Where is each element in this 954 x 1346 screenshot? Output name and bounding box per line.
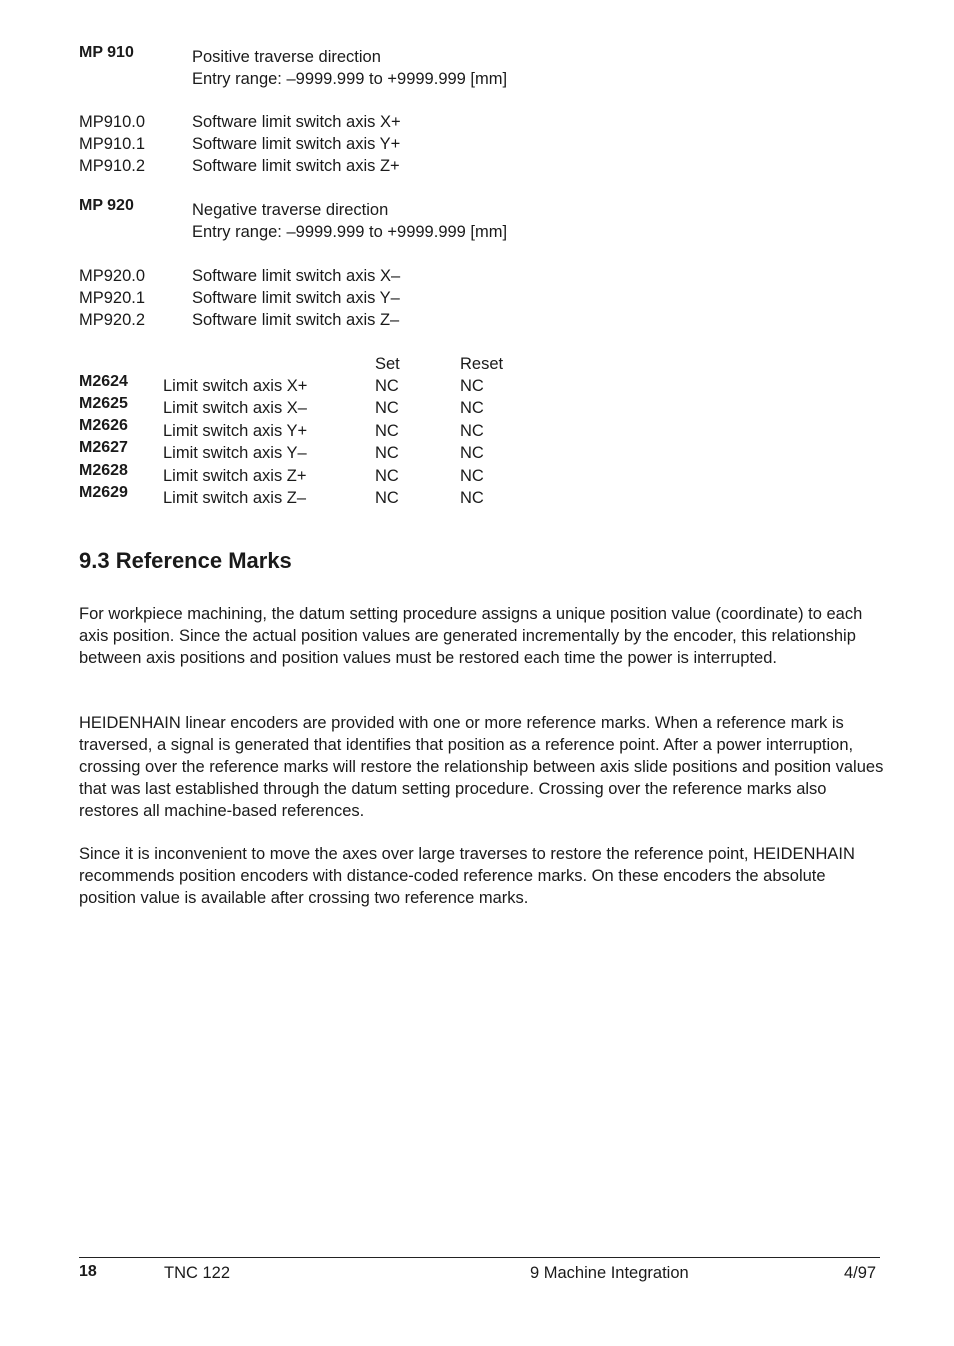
marker-description: Limit switch axis Y– bbox=[163, 444, 307, 462]
marker-reset-value: NC bbox=[460, 489, 484, 507]
marker-code: M2629 bbox=[79, 484, 128, 501]
marker-set-value: NC bbox=[375, 444, 399, 462]
mp910-item-text: Software limit switch axis X+ bbox=[192, 113, 401, 131]
mp910-item-code: MP910.0 bbox=[79, 113, 146, 131]
marker-code: M2628 bbox=[79, 462, 128, 479]
marker-set-value: NC bbox=[375, 467, 399, 485]
mp920-item-code: MP920.1 bbox=[79, 289, 146, 307]
table-header-set: Set bbox=[375, 355, 400, 373]
mp910-item-code: MP910.2 bbox=[79, 157, 146, 175]
mp920-item-text: Software limit switch axis Z– bbox=[192, 311, 400, 329]
marker-reset-value: NC bbox=[460, 444, 484, 462]
marker-set-value: NC bbox=[375, 377, 399, 395]
footer-rule bbox=[79, 1257, 880, 1258]
footer-page-number: 18 bbox=[79, 1263, 97, 1280]
marker-code: M2626 bbox=[79, 417, 128, 434]
mp910-item-text: Software limit switch axis Y+ bbox=[192, 135, 401, 153]
mp910-item-text: Software limit switch axis Z+ bbox=[192, 157, 400, 175]
mp920-item-code: MP920.2 bbox=[79, 311, 146, 329]
footer-date: 4/97 bbox=[844, 1264, 877, 1282]
marker-description: Limit switch axis X+ bbox=[163, 377, 308, 395]
mp920-label: MP 920 bbox=[79, 197, 134, 214]
mp910-item-code: MP910.1 bbox=[79, 135, 146, 153]
body-paragraph: Since it is inconvenient to move the axes over large traverses to restore the reference point, HEIDENHAIN recommends position encoders with distance-coded reference marks. On these encoders the absolute position value is available after crossing two reference marks. bbox=[79, 845, 855, 907]
marker-set-value: NC bbox=[375, 489, 399, 507]
footer-chapter: 9 Machine Integration bbox=[530, 1264, 689, 1282]
marker-description: Limit switch axis X– bbox=[163, 399, 307, 417]
body-paragraph: For workpiece machining, the datum setting procedure assigns a unique position value (coordinate) to each axis position. Since the actual position values are generated incrementally by the encoder, this relationship between axis positions and position values must be restored each time the power is interrupted. bbox=[79, 605, 863, 667]
marker-set-value: NC bbox=[375, 422, 399, 440]
footer-product: TNC 122 bbox=[164, 1264, 231, 1282]
mp920-item-text: Software limit switch axis Y– bbox=[192, 289, 400, 307]
marker-code: M2627 bbox=[79, 439, 128, 456]
mp920-range: Entry range: –9999.999 to +9999.999 [mm] bbox=[192, 223, 508, 241]
marker-description: Limit switch axis Z+ bbox=[163, 467, 307, 485]
mp910-description: Positive traverse direction bbox=[192, 48, 381, 66]
mp910-label: MP 910 bbox=[79, 44, 134, 61]
marker-code: M2625 bbox=[79, 395, 128, 412]
mp920-item-text: Software limit switch axis X– bbox=[192, 267, 401, 285]
marker-code: M2624 bbox=[79, 373, 128, 390]
mp920-description: Negative traverse direction bbox=[192, 201, 389, 219]
table-header-reset: Reset bbox=[460, 355, 504, 373]
marker-reset-value: NC bbox=[460, 399, 484, 417]
marker-reset-value: NC bbox=[460, 467, 484, 485]
mp910-range: Entry range: –9999.999 to +9999.999 [mm] bbox=[192, 70, 508, 88]
marker-reset-value: NC bbox=[460, 422, 484, 440]
body-paragraph: HEIDENHAIN linear encoders are provided with one or more reference marks. When a reference mark is traversed, a signal is generated that identifies that position as a reference point. After a power interruption, crossing over the reference marks will restore the relationship between axis slide positions and position values that was last established through the datum setting procedure. Crossing over the reference marks also restores all machine-based references. bbox=[79, 714, 884, 820]
marker-reset-value: NC bbox=[460, 377, 484, 395]
mp920-item-code: MP920.0 bbox=[79, 267, 146, 285]
marker-set-value: NC bbox=[375, 399, 399, 417]
section-heading: 9.3 Reference Marks bbox=[79, 548, 292, 573]
marker-description: Limit switch axis Y+ bbox=[163, 422, 308, 440]
marker-description: Limit switch axis Z– bbox=[163, 489, 307, 507]
